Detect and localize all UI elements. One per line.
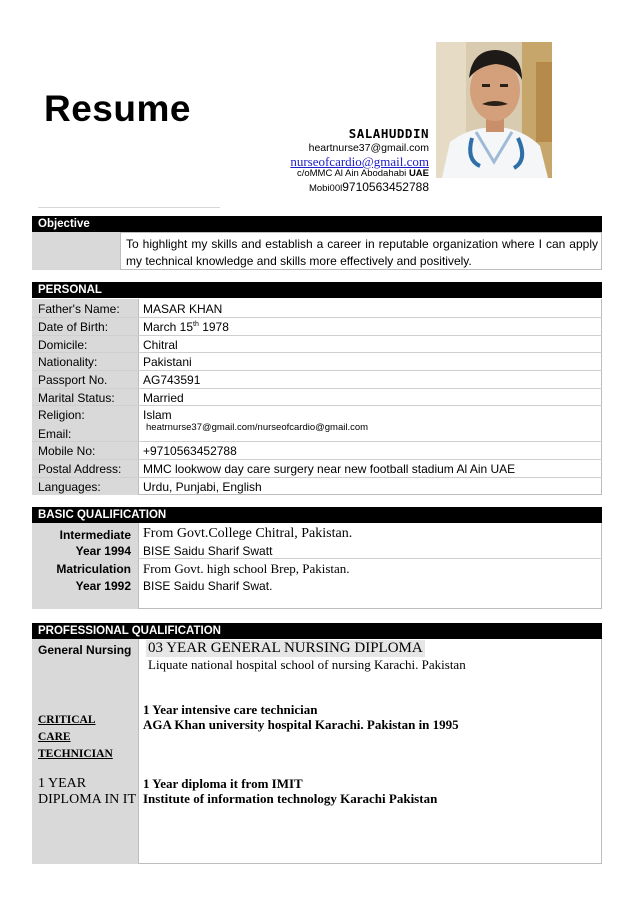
contact-mobile [309,180,429,194]
mobile-label: Mobile No: [38,444,96,458]
nationality-value: Pakistani [143,355,192,369]
row-divider [32,352,602,353]
critical-care-label: CRITICAL CARE TECHNICIAN [38,714,113,760]
candidate-name: SALAHUDDIN [348,126,429,141]
nationality-label: Nationality: [38,355,98,369]
resume-title: Resume [44,88,191,129]
marital-status-value: Married [143,391,184,405]
dob-suffix: th [193,321,199,328]
it-diploma-label: 1 YEAR DIPLOMA IN IT [38,776,136,807]
email-value[interactable]: heatrnurse37@gmail.com/nurseofcardio@gmail.com [146,422,369,433]
objective-heading: Objective [32,216,602,232]
languages-value: Urdu, Punjabi, English [143,480,262,494]
postal-address-value: MMC lookwow day care surgery near new football stadium Al Ain UAE [143,462,516,476]
mobile-number: 9710563452788 [342,180,429,194]
postal-address-label: Postal Address: [38,462,122,476]
fathers-name-value: MASAR KHAN [143,302,223,316]
row-divider [32,477,602,478]
profile-photo [436,42,552,178]
email-label: Email: [38,427,72,441]
dob-day: March 15 [143,320,194,334]
mobile-value: +9710563452788 [143,444,237,458]
matriculation-year: Year 1992 [75,579,131,593]
professional-qualification-heading: PROFESSIONAL QUALIFICATION [32,623,602,639]
mobile-prefix: Mobi00l [308,183,343,194]
languages-label: Languages: [38,480,101,494]
contact-email[interactable]: heartnurse37@gmail.com [308,142,429,154]
title-divider [38,207,220,208]
matriculation-institute: From Govt. high school Brep, Pakistan. [143,561,350,576]
address-country: UAE [408,168,429,179]
date-of-birth-value [143,320,229,334]
religion-label: Religion: [38,408,85,422]
row-divider [32,459,602,460]
contact-address [297,168,429,179]
dob-year: 1978 [198,320,229,334]
row-divider [32,388,602,389]
it-diploma-title: 1 Year diploma it from IMIT [143,776,303,791]
matriculation-label: Matriculation [56,562,131,576]
religion-value: Islam [143,408,172,422]
marital-status-label: Marital Status: [38,391,115,405]
passport-value: AG743591 [143,373,201,387]
fathers-name-label: Father's Name: [38,302,120,316]
critical-care-institute: AGA Khan university hospital Karachi. Pakistan in 1995 [143,717,459,732]
objective-left-cell [32,232,120,270]
intermediate-institute: From Govt.College Chitral, Pakistan. [143,526,353,541]
passport-label: Passport No. [38,373,108,387]
basic-qualification-heading: BASIC QUALIFICATION [32,507,602,523]
row-divider [32,317,602,318]
row-divider [32,335,602,336]
contact-email-link[interactable]: nurseofcardio@gmail.com [290,154,429,169]
intermediate-year: Year 1994 [75,544,131,558]
general-nursing-label: General Nursing [38,643,132,657]
row-divider [32,441,602,442]
nursing-diploma-title: 03 YEAR GENERAL NURSING DIPLOMA [148,640,423,656]
intermediate-board: BISE Saidu Sharif Swatt [143,544,273,558]
personal-heading: PERSONAL [32,282,602,298]
domicile-label: Domicile: [38,338,88,352]
domicile-value: Chitral [143,338,178,352]
matriculation-board: BISE Saidu Sharif Swat. [143,579,273,593]
objective-text: To highlight my skills and establish a career in reputable organization where I can apply my technical knowledge and skills more effectively and positively. [126,237,598,268]
basic-divider [138,558,602,559]
it-diploma-institute: Institute of information technology Karachi Pakistan [143,791,438,806]
profile-photo-image [436,42,552,178]
nursing-diploma-institute: Liquate national hospital school of nursing Karachi. Pakistan [148,657,466,672]
row-divider [32,370,602,371]
address-text: c/oMMC Al Ain Abodahabi [296,168,409,179]
row-divider [32,405,602,406]
date-of-birth-label: Date of Birth: [38,320,109,334]
critical-care-title: 1 Year intensive care technician [143,702,318,717]
intermediate-label: Intermediate [59,528,131,542]
